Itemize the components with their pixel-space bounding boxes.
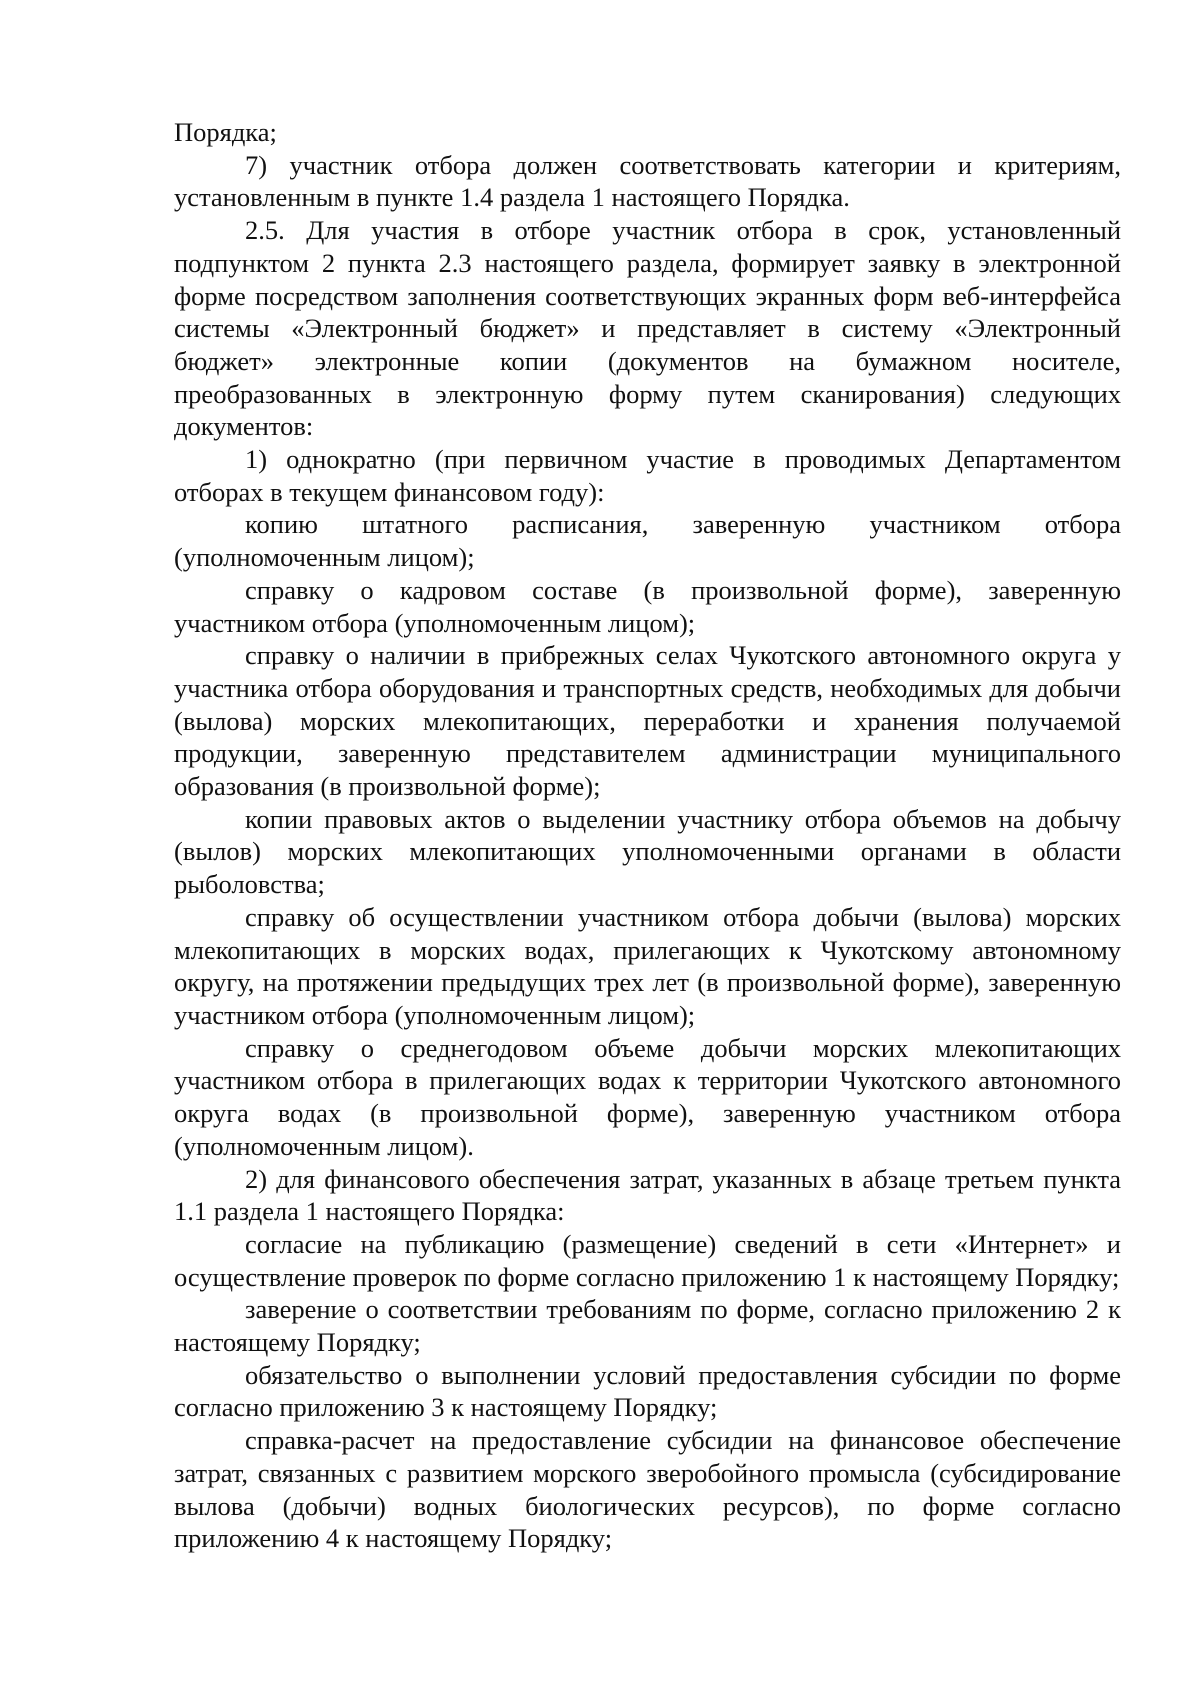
paragraph-6: справку о кадровом составе (в произвольной форме), заверенную участником отбора (уполномоченным лицом); — [174, 574, 1121, 638]
paragraph-12: согласие на публикацию (размещение) сведений в сети «Интернет» и осуществление проверок по форме согласно приложению 1 к настоящему Порядку; — [174, 1228, 1121, 1292]
paragraph-9: справку об осуществлении участником отбора добычи (вылова) морских млекопитающих в морских водах, прилегающих к Чукотскому автономному округу, на протяжении предыдущих трех лет (в произвольной форме), заверенную участником отбора (уполномоченным лицом); — [174, 901, 1121, 1030]
paragraph-4: 1) однократно (при первичном участие в проводимых Департаментом отборах в текущем финансовом году): — [174, 444, 1121, 507]
paragraph-1: Порядка; — [174, 117, 277, 147]
paragraph-15: справка-расчет на предоставление субсидии на финансовое обеспечение затрат, связанных с развитием морского зверобойного промысла (субсидирование вылова (добычи) водных биологических ресурсов), по форме согласно приложению 4 к настоящему Порядку; — [174, 1425, 1121, 1554]
paragraph-7: справку о наличии в прибрежных селах Чукотского автономного округа у участника отбора оборудования и транспортных средств, необходимых для добычи (вылова) морских млекопитающих, переработки и хранения получаемой продукции, заверенную представителем администрации муниципального образования (в произвольной форме); — [174, 640, 1121, 802]
paragraph-2: 7) участник отбора должен соответствовать категории и критериям, установленным в пункте 1.4 раздела 1 настоящего Порядка. — [174, 149, 1121, 213]
paragraph-11: 2) для финансового обеспечения затрат, указанных в абзаце третьем пункта 1.1 раздела 1 настоящего Порядка: — [174, 1163, 1121, 1227]
paragraph-14: обязательство о выполнении условий предоставления субсидии по форме согласно приложению 3 к настоящему Порядку; — [174, 1359, 1121, 1423]
document-body — [174, 116, 1121, 1555]
paragraph-13: заверение о соответствии требованиям по форме, согласно приложению 2 к настоящему Порядку; — [174, 1294, 1121, 1358]
paragraph-5: копию штатного расписания, заверенную участником отбора (уполномоченным лицом); — [174, 509, 1121, 573]
paragraph-10: справку о среднегодовом объеме добычи морских млекопитающих участником отбора в прилегающих водах к территории Чукотского автономного округа водах (в произвольной форме), заверенную участником отбора (уполномоченным лицом). — [174, 1032, 1121, 1161]
paragraph-3: 2.5. Для участия в отборе участник отбора в срок, установленный подпунктом 2 пункта 2.3 настоящего раздела, формирует заявку в электронной форме посредством заполнения соответствующих экранных форм веб-интерфейса системы «Электронный бюджет» и представляет в систему «Электронный бюджет» электронные копии (документов на бумажном носителе, преобразованных в электронную форму путем сканирования) следующих документов: — [174, 215, 1121, 442]
paragraph-8: копии правовых актов о выделении участнику отбора объемов на добычу (вылов) морских млекопитающих уполномоченными органами в области рыболовства; — [174, 803, 1121, 900]
